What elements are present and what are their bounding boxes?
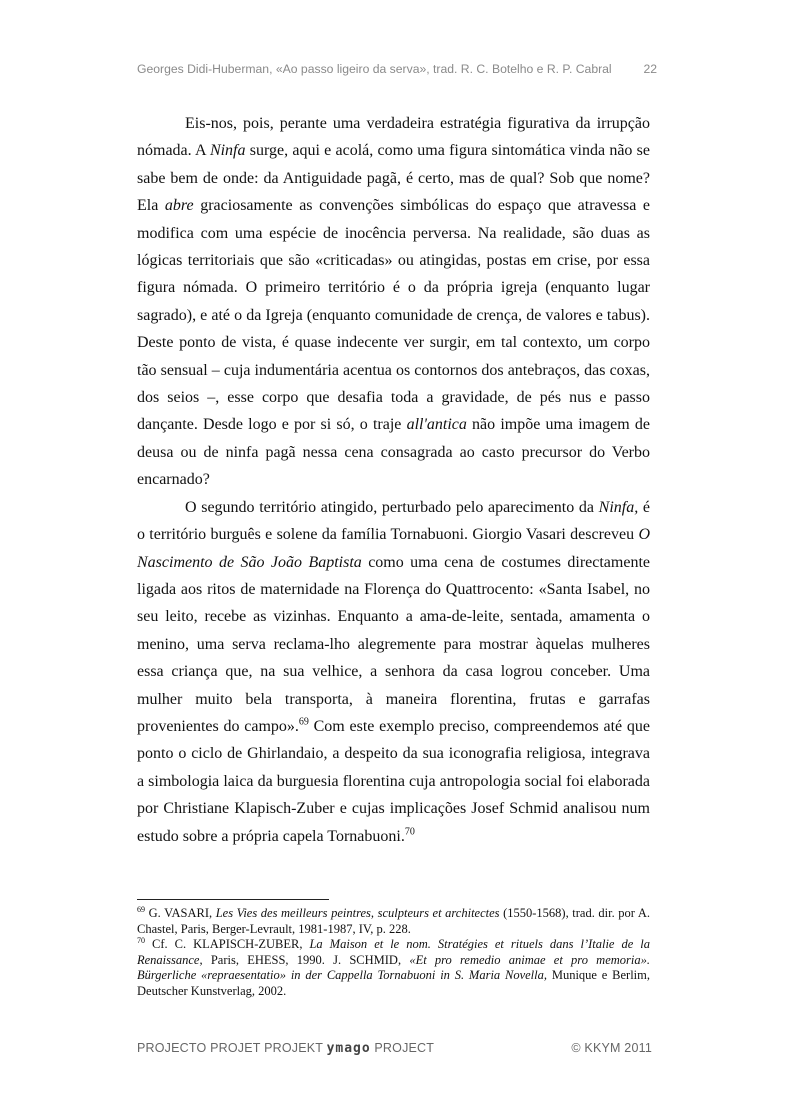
footnote-ref-69[interactable]: 69 [298,716,309,728]
footnote-divider [137,899,329,900]
footnote-70: $^{70}$ Cf. C. KLAPISCH-ZUBER, La Maison et le nom. Stratégies et rituels dans l’Italie de la Renaissance, Paris, EHESS, 1990. J. SCHMID, «Et pro remedio animae et pro memoria». Bürgerliche «repraesentatio» in der Cappella Tornabuoni in S. Maria Novella, Munique e Berlim, Deutscher Kunstverlag, 2002. [137,936,651,998]
page-footer [137,1041,652,1056]
footer-copyright: © KKYM 2011 [571,1041,652,1055]
paragraph-1: Eis-nos, pois, perante uma verdadeira estratégia figurativa da irrupção nómada. A Ninfa surge, aqui e acolá, como uma figura sintomática vinda não se sabe bem de onde: da Antiguidade pagã, é certo, mas de qual? Sob que nome? Ela abre graciosamente as convenções simbólicas do espaço que atravessa e modifica com uma espécie de inocência perversa. Na realidade, são duas as lógicas territoriais que são «criticadas» ou atingidas, postas em crise, por essa figura nómada. O primeiro território é o da própria igreja (enquanto lugar sagrado), e até o da Igreja (enquanto comunidade de crença, de valores e tabus). Deste ponto de vista, é quase indecente ver surgir, em tal contexto, um corpo tão sensual – cuja indumentária acentua os contornos dos antebraços, das coxas, dos seios –, esse corpo que desafia toda a gravidade, de pés nus e passo dançante. Desde logo e por si só, o traje all'antica não impõe uma imagem de deusa ou de ninfa pagã nessa cena consagrada ao casto precursor do Verbo encarnado? [137,115,651,489]
header-citation: Georges Didi-Huberman, «Ao passo ligeiro da serva», trad. R. C. Botelho e R. P. Cabral [137,62,612,76]
footnotes [137,906,650,1000]
body-text [137,110,650,850]
page-number: 22 [643,62,657,76]
paragraph-2: O segundo território atingido, perturbado pelo aparecimento da Ninfa, é o território burguês e solene da família Tornabuoni. Giorgio Vasari descreveu O Nascimento de São João Baptista como uma cena de costumes directamente ligada aos ritos de maternidade na Florença do Quattrocento: «Santa Isabel, no seu leito, recebe as vizinhas. Enquanto a ama-de-leite, sentada, amamenta o menino, uma serva reclama-lho alegremente para mostrar àquelas mulheres essa criança que, na sua velhice, a senhora da casa logrou conceber. Uma mulher muito bela transporta, à maneira florentina, frutas e garrafas provenientes do campo».$^{69}$ Com este exemplo preciso, compreendemos até que ponto o ciclo de Ghirlandaio, a despeito da sua iconografia religiosa, integrava a simbologia laica da burguesia florentina cuja antropologia social foi elaborada por Christiane Klapisch-Zuber e cujas implicações Josef Schmid analisou num estudo sobre a própria capela Tornabuoni.$^{70}$ [137,498,651,845]
running-header [137,62,657,76]
footnote-69: $^{69}$ G. VASARI, Les Vies des meilleurs peintres, sculpteurs et architectes (1550-1568), trad. dir. por A. Chastel, Paris, Berger-Levrault, 1981-1987, IV, p. 228. [137,904,650,936]
footer-project-line: PROJECTO PROJET PROJEKT ymago PROJECT [137,1041,435,1056]
footnote-ref-70[interactable]: 70 [404,826,415,838]
ymago-logo: ymago [326,1041,371,1056]
